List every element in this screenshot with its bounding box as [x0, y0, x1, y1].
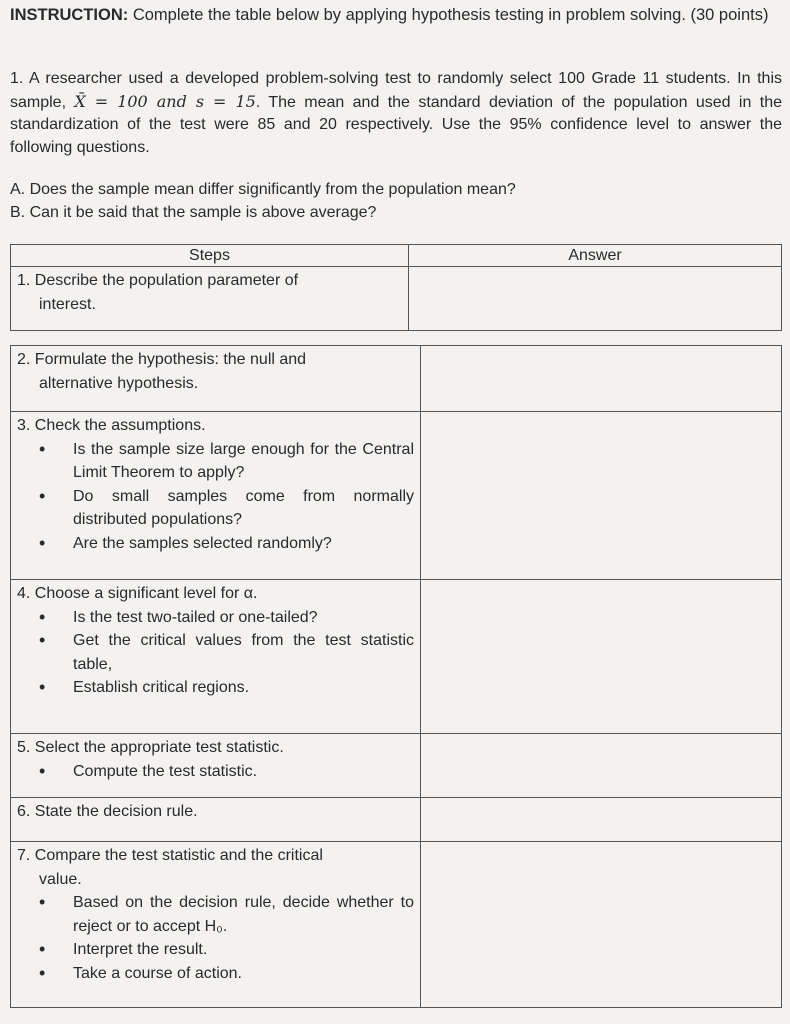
- table-row-step-4: [11, 580, 782, 734]
- table-row-step-1: [11, 267, 782, 331]
- step-cell: [11, 412, 421, 580]
- step-title-cont: interest.: [39, 295, 96, 313]
- step-cell: [11, 580, 421, 734]
- table-row-step-7: [11, 842, 782, 1008]
- answer-cell-4[interactable]: [421, 580, 782, 734]
- question-b: B. Can it be said that the sample is above average?: [10, 204, 377, 221]
- step-title: 4. Choose a significant level for α.: [17, 585, 258, 602]
- problem-statement: [10, 68, 782, 159]
- instruction-text: Complete the table below by applying hypothesis testing in problem solving. (30 points): [128, 6, 769, 24]
- list-item: • Based on the decision rule, decide whether to reject or to accept H₀.: [73, 891, 414, 938]
- list-item: • Interpret the result.: [73, 938, 414, 962]
- list-item: • Compute the test statistic.: [73, 760, 414, 784]
- table-row-step-5: [11, 734, 782, 798]
- answer-cell-1[interactable]: [409, 267, 782, 331]
- list-item: • Is the sample size large enough for the Central Limit Theorem to apply?: [73, 438, 414, 485]
- step-title: 7. Compare the test statistic and the critical: [17, 847, 323, 864]
- step-title: 5. Select the appropriate test statistic.: [17, 739, 284, 756]
- list-item: • Establish critical regions.: [73, 676, 414, 700]
- table-header-row: [11, 245, 782, 267]
- list-item: • Are the samples selected randomly?: [73, 532, 414, 556]
- step-title: 6. State the decision rule.: [17, 803, 198, 820]
- table-row-step-2: [11, 346, 782, 412]
- steps-table-part-1: [10, 244, 782, 331]
- step-cell: [11, 346, 421, 412]
- answer-cell-5[interactable]: [421, 734, 782, 798]
- step-title: 1. Describe the population parameter of: [17, 272, 299, 289]
- steps-table-part-2: [10, 345, 782, 1008]
- step-cell: [11, 842, 421, 1008]
- bullet-list: [17, 760, 414, 784]
- step-title: 2. Formulate the hypothesis: the null and: [17, 351, 307, 368]
- list-item: • Do small samples come from normally distributed populations?: [73, 485, 414, 532]
- sample-stats-equation: X̄ = 100 and s = 15: [74, 91, 256, 111]
- instruction: [10, 4, 780, 26]
- step-cell: [11, 267, 409, 331]
- step-cell: [11, 734, 421, 798]
- answer-cell-6[interactable]: [421, 798, 782, 842]
- bullet-list: [17, 891, 414, 985]
- bullet-list: [17, 438, 414, 556]
- step-title-cont: value.: [39, 870, 82, 888]
- header-answer: Answer: [409, 245, 782, 267]
- step-title: 3. Check the assumptions.: [17, 417, 206, 434]
- problem-text-2: . The mean and the standard deviation of the population used in the standardization of the test were 85 and 20 respectively. Use the 95% confidence level to answer the following questions.: [10, 93, 782, 156]
- list-item: • Take a course of action.: [73, 962, 414, 986]
- questions: [10, 178, 780, 224]
- answer-cell-7[interactable]: [421, 842, 782, 1008]
- table-row-step-6: [11, 798, 782, 842]
- table-row-step-3: [11, 412, 782, 580]
- step-cell: [11, 798, 421, 842]
- answer-cell-2[interactable]: [421, 346, 782, 412]
- step-title-cont: alternative hypothesis.: [39, 374, 199, 392]
- instruction-label: INSTRUCTION:: [10, 6, 129, 24]
- question-a: A. Does the sample mean differ significantly from the population mean?: [10, 181, 516, 198]
- list-item: • Get the critical values from the test statistic table,: [73, 629, 414, 676]
- bullet-list: [17, 606, 414, 700]
- answer-cell-3[interactable]: [421, 412, 782, 580]
- header-steps: Steps: [11, 245, 409, 267]
- problem-text-1: 1. A researcher used a developed problem-solving test to randomly select 100 Grade 11 students. In this sample,: [10, 70, 782, 111]
- list-item: • Is the test two-tailed or one-tailed?: [73, 606, 414, 630]
